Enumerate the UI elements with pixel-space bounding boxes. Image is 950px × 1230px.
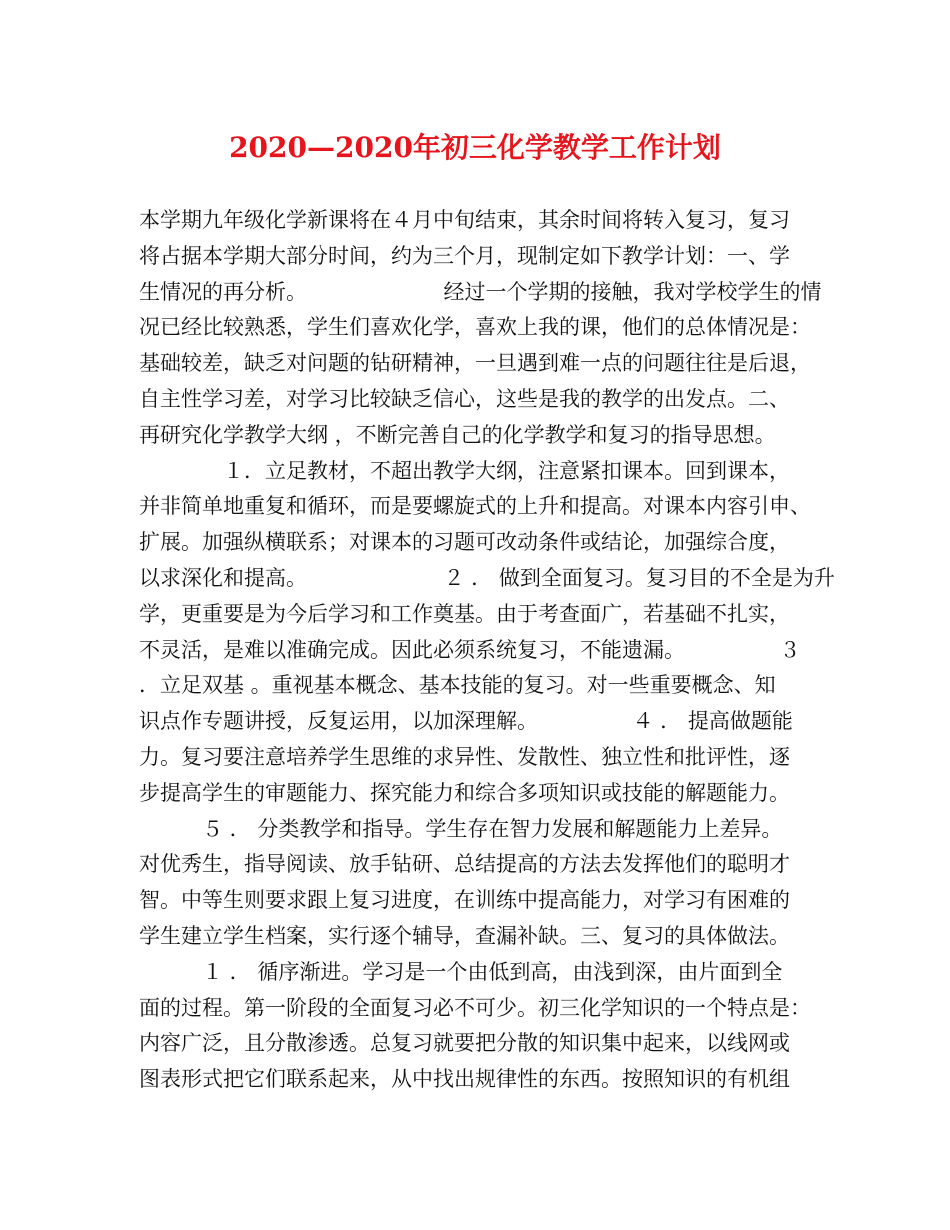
body-line: 识点作专题讲授，反复运用，以加深理解。 ４ ． 提高做题能 — [139, 709, 793, 734]
body-line: ５ ． 分类教学和指导。学生存在智力发展和解题能力上差异。 — [139, 816, 783, 841]
body-line: 图表形式把它们联系起来，从中找出规律性的东西。按照知识的有机组 — [139, 1067, 790, 1092]
body-line: 内容广泛，且分散渗透。总复习就要把分散的知识集中起来，以线网或 — [139, 1031, 790, 1056]
body-line: 学，更重要是为今后学习和工作奠基。由于考查面广，若基础不扎实， — [139, 601, 790, 626]
body-line: 本学期九年级化学新课将在４月中旬结束，其余时间将转入复习，复习 — [139, 208, 790, 232]
body-line: 基础较差，缺乏对问题的钻研精神，一旦遇到难一点的问题往往是后退， — [139, 351, 811, 376]
body-line: １ ． 循序渐进。学习是一个由低到高，由浅到深，由片面到全 — [139, 959, 783, 984]
body-line: 学生建立学生档案，实行逐个辅导，查漏补缺。三、复习的具体做法。 — [139, 923, 790, 948]
document-body — [139, 203, 835, 1098]
body-line: 步提高学生的审题能力、探究能力和综合多项知识或技能的解题能力。 — [139, 780, 790, 805]
body-line: 智。中等生则要求跟上复习进度，在训练中提高能力，对学习有困难的 — [139, 888, 790, 913]
document-title: 2020—2020年初三化学教学工作计划 — [229, 131, 721, 164]
body-line: 再研究化学教学大纲 ，不断完善自己的化学教学和复习的指导思想。 — [139, 422, 776, 447]
body-line: 将占据本学期大部分时间，约为三个月，现制定如下教学计划：一、学 — [139, 243, 790, 268]
body-line: 以求深化和提高。 ２ ． 做到全面复习。复习目的不全是为升 — [139, 565, 835, 590]
body-line: 况已经比较熟悉，学生们喜欢化学，喜欢上我的课，他们的总体情况是： — [139, 315, 811, 340]
body-line: 面的过程。第一阶段的全面复习必不可少。初三化学知识的一个特点是： — [139, 995, 811, 1020]
body-line: 生情况的再分析。 经过一个学期的接触，我对学校学生的情 — [139, 279, 822, 304]
body-line: 自主性学习差，对学习比较缺乏信心，这些是我的教学的出发点。二、 — [139, 386, 790, 411]
body-line: 力。复习要注意培养学生思维的求异性、发散性、独立性和批评性，逐 — [139, 744, 790, 769]
body-line: 扩展。加强纵横联系；对课本的习题可改动条件或结论，加强综合度， — [139, 530, 790, 555]
body-line: 对优秀生，指导阅读、放手钻研、总结提高的方法去发挥他们的聪明才 — [139, 852, 790, 877]
body-line: 不灵活，是难以准确完成。因此必须系统复习，不能遗漏。 ３ — [139, 637, 801, 662]
body-line: １．立足教材，不超出教学大纲，注意紧扣课本。回到课本， — [139, 458, 790, 483]
body-line: ．立足双基 。重视基本概念、基本技能的复习。对一些重要概念、知 — [139, 673, 776, 698]
body-line: 并非简单地重复和循环，而是要螺旋式的上升和提高。对课本内容引申、 — [139, 494, 811, 519]
